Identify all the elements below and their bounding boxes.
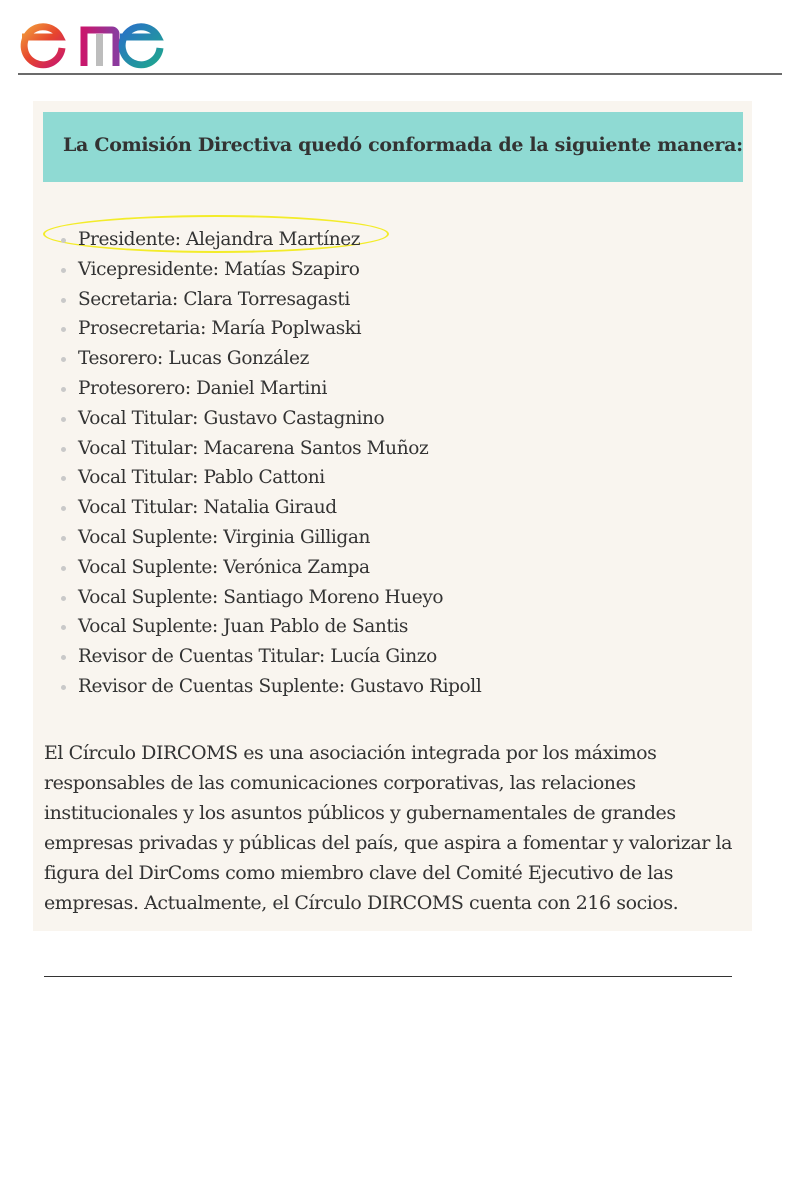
content-panel bbox=[33, 101, 752, 931]
member-text: Vocal Titular: Natalia Giraud bbox=[78, 497, 337, 519]
list-item bbox=[56, 225, 481, 255]
bullet-icon bbox=[61, 655, 66, 660]
section-heading: La Comisión Directiva quedó conformada de la siguiente manera: bbox=[63, 134, 743, 156]
member-text: Vocal Suplente: Verónica Zampa bbox=[78, 556, 370, 578]
list-item bbox=[56, 523, 481, 553]
page-header bbox=[0, 0, 800, 76]
member-text: Revisor de Cuentas Titular: Lucía Ginzo bbox=[78, 646, 437, 668]
bullet-icon bbox=[61, 298, 66, 303]
list-item bbox=[56, 553, 481, 583]
logo-letter-e2 bbox=[120, 27, 160, 65]
member-text: Vocal Titular: Pablo Cattoni bbox=[78, 467, 325, 489]
member-text: Prosecretaria: María Poplwaski bbox=[78, 318, 362, 340]
bullet-icon bbox=[61, 327, 66, 332]
list-item bbox=[56, 583, 481, 613]
header-divider bbox=[18, 73, 782, 75]
list-item bbox=[56, 493, 481, 523]
list-item bbox=[56, 255, 481, 285]
bullet-icon bbox=[61, 268, 66, 273]
bullet-icon bbox=[61, 357, 66, 362]
list-item bbox=[56, 374, 481, 404]
bullet-icon bbox=[61, 506, 66, 511]
bullet-icon bbox=[61, 566, 66, 571]
enel-logo[interactable] bbox=[14, 6, 184, 70]
bullet-icon bbox=[61, 387, 66, 392]
list-item bbox=[56, 314, 481, 344]
member-text: Vocal Suplente: Virginia Gilligan bbox=[78, 526, 371, 548]
member-list bbox=[56, 225, 481, 702]
list-item bbox=[56, 672, 481, 702]
member-text: Secretaria: Clara Torresagasti bbox=[78, 288, 350, 310]
member-text: Revisor de Cuentas Suplente: Gustavo Ripoll bbox=[78, 675, 482, 697]
bullet-icon bbox=[61, 596, 66, 601]
bullet-icon bbox=[61, 476, 66, 481]
list-item bbox=[56, 612, 481, 642]
member-text: Protesorero: Daniel Martini bbox=[78, 377, 327, 399]
bullet-icon bbox=[61, 447, 66, 452]
list-item bbox=[56, 285, 481, 315]
list-item bbox=[56, 344, 481, 374]
section-heading-box bbox=[43, 112, 743, 182]
list-item bbox=[56, 404, 481, 434]
member-text: Tesorero: Lucas González bbox=[78, 348, 309, 370]
footer-divider bbox=[44, 976, 732, 977]
logo-letter-e bbox=[22, 27, 62, 65]
bullet-icon bbox=[61, 417, 66, 422]
list-item bbox=[56, 463, 481, 493]
bullet-icon bbox=[61, 625, 66, 630]
list-item bbox=[56, 434, 481, 464]
member-text: Vocal Titular: Macarena Santos Muñoz bbox=[78, 437, 429, 459]
bullet-icon bbox=[61, 238, 66, 243]
bullet-icon bbox=[61, 536, 66, 541]
member-text: Vocal Suplente: Juan Pablo de Santis bbox=[78, 616, 409, 638]
member-text: Vocal Titular: Gustavo Castagnino bbox=[78, 407, 385, 429]
member-text: Vocal Suplente: Santiago Moreno Hueyo bbox=[78, 586, 444, 608]
bullet-icon bbox=[61, 685, 66, 690]
member-text: Presidente: Alejandra Martínez bbox=[78, 229, 361, 250]
about-paragraph: El Círculo DIRCOMS es una asociación integrada por los máximos responsables de las comunicaciones corporativas, las relaciones institucionales y los asuntos públicos y gubernamentales de grandes empresas privadas y públicas del país, que aspira a fomentar y valorizar la figura del DirComs como miembro clave del Comité Ejecutivo de las empresas. Actualmente, el Círculo DIRCOMS cuenta con 216 socios. bbox=[44, 742, 732, 914]
list-item bbox=[56, 642, 481, 672]
member-text: Vicepresidente: Matías Szapiro bbox=[78, 258, 360, 280]
